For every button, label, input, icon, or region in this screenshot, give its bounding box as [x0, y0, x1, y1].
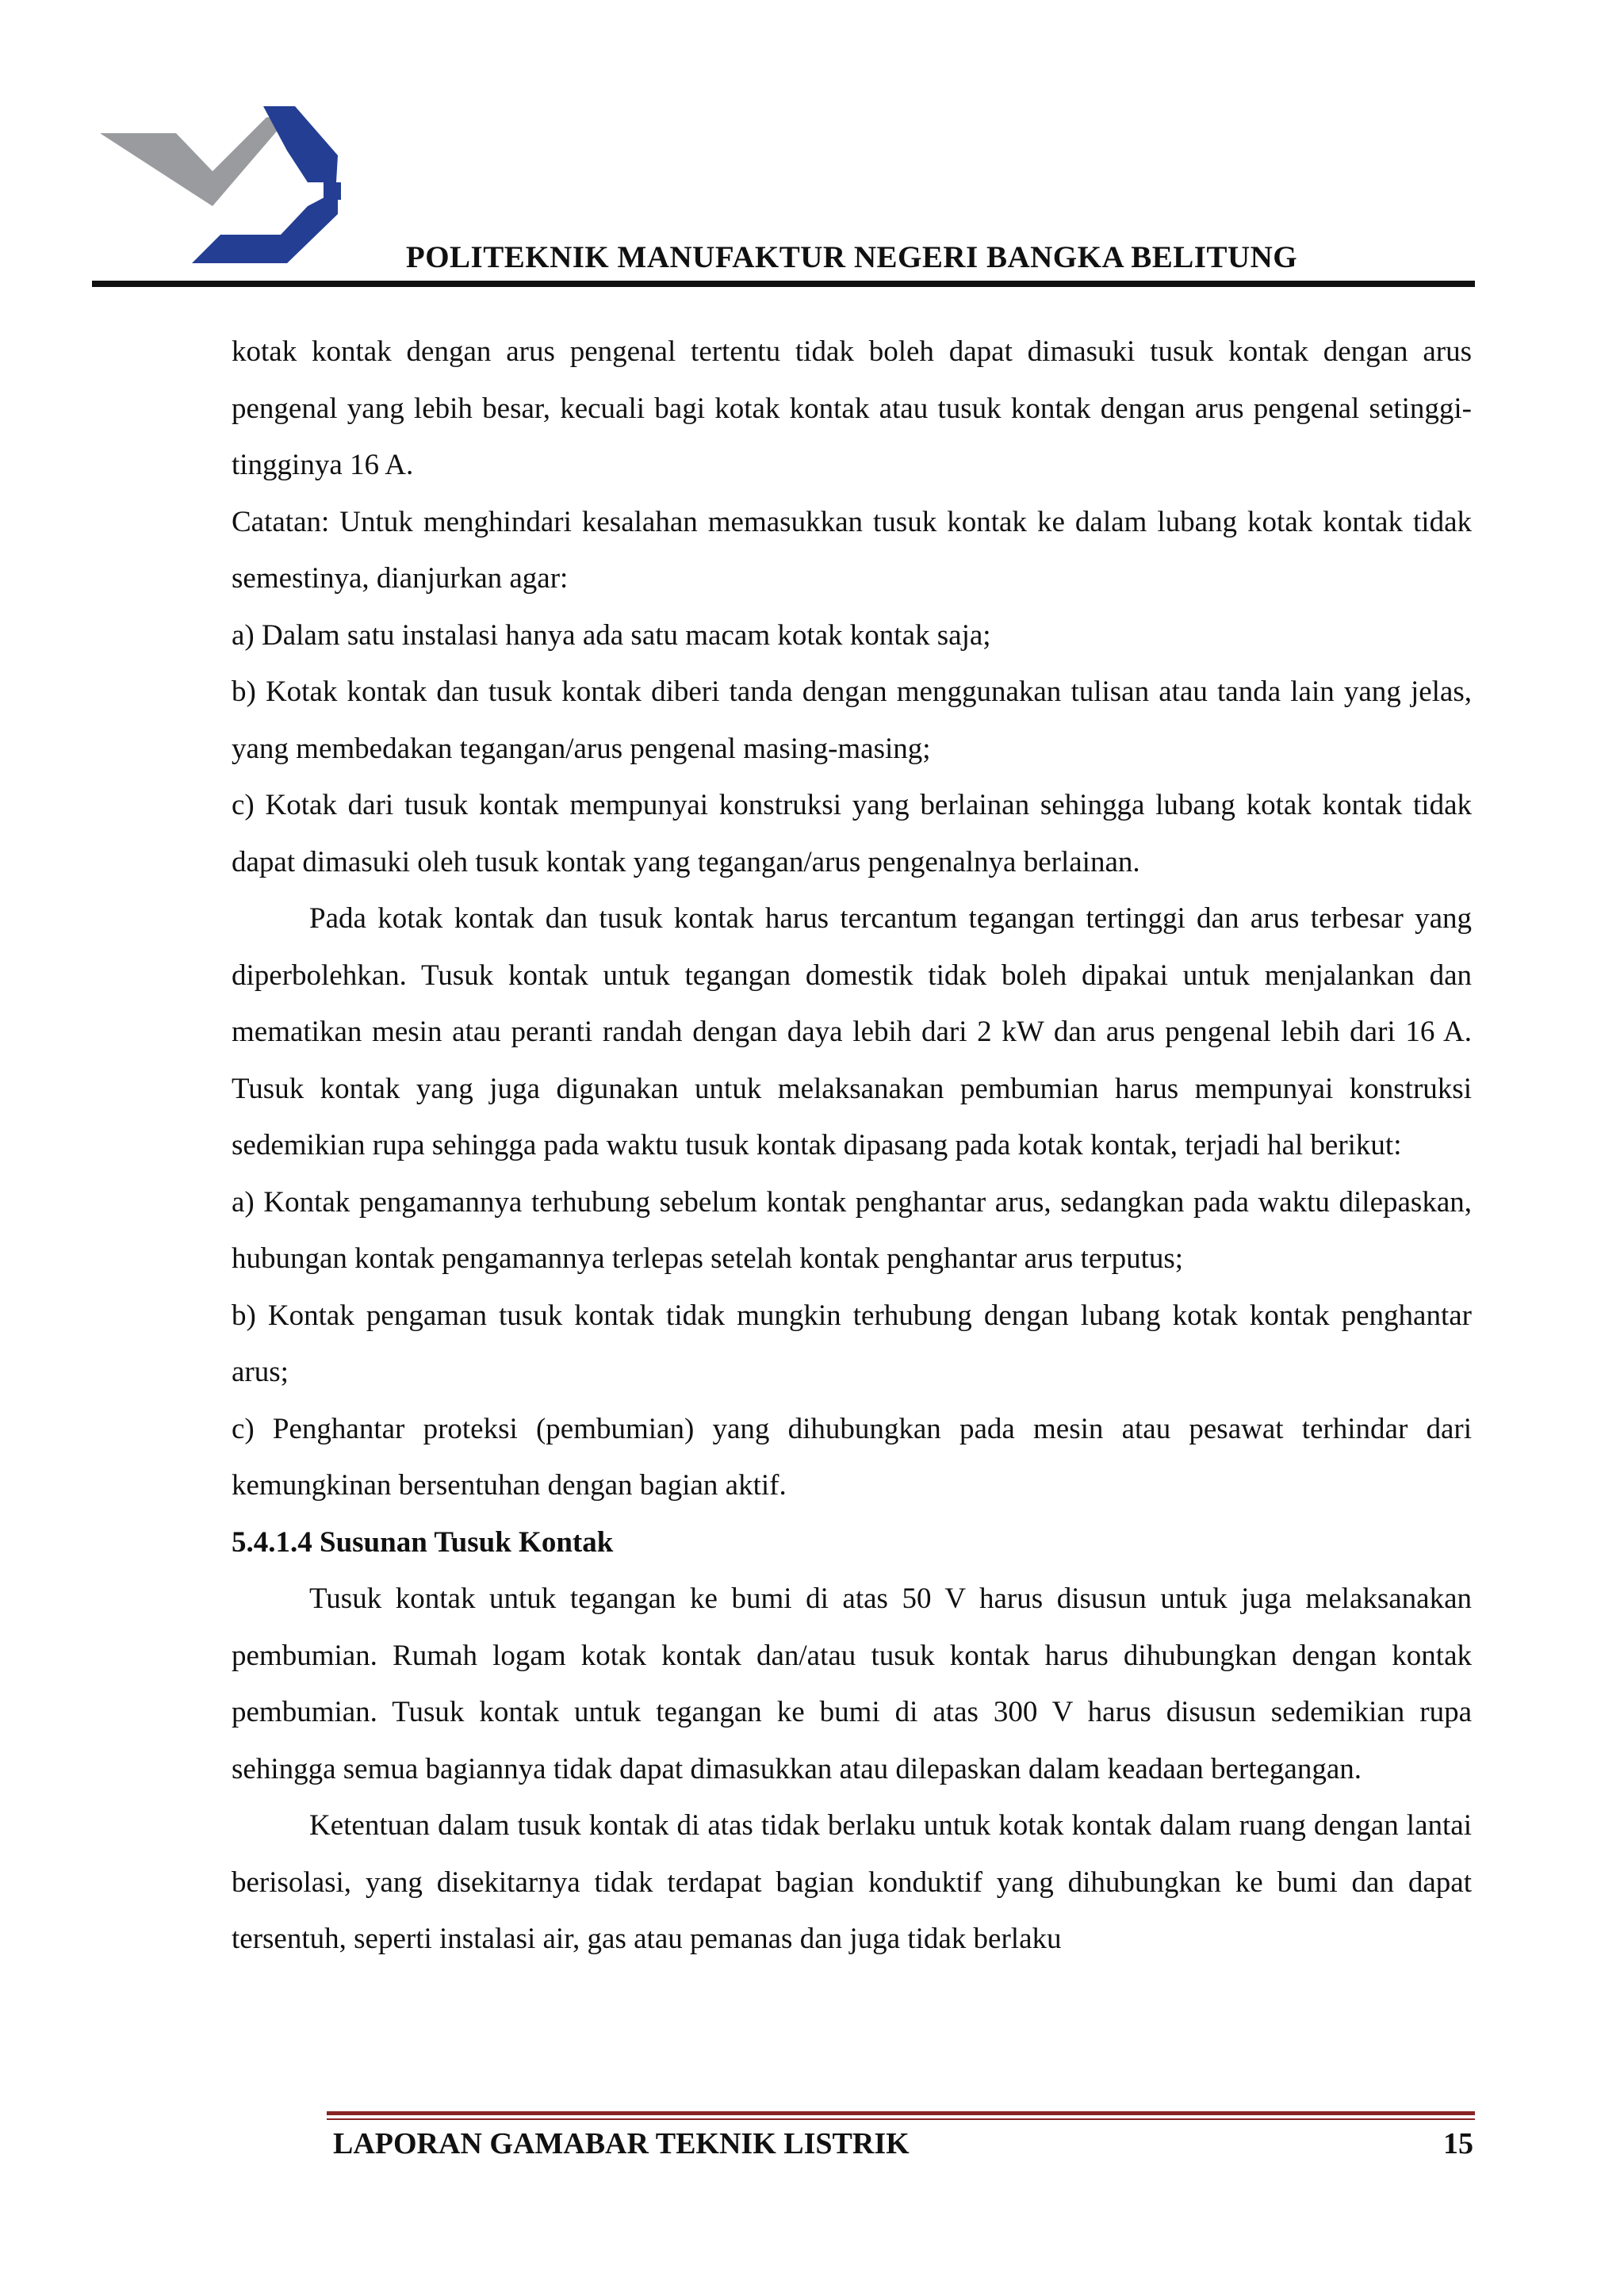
header-institution-title: POLITEKNIK MANUFAKTUR NEGERI BANGKA BELITUNG	[405, 240, 1298, 274]
page-number: 15	[1443, 2127, 1473, 2160]
paragraph-3: Tusuk kontak untuk tegangan ke bumi di atas 50 V harus disusun untuk juga melaksanakan pembumian. Rumah logam kotak kontak dan/atau tusuk kontak harus dihubungkan dengan kontak pembumian. Tusuk kontak untuk tegangan ke bumi di atas 300 V harus disusun sedemikian rupa sehingga semua bagiannya tidak dapat dimasukkan atau dilepaskan dalam keadaan bertegangan.	[232, 1582, 1472, 1785]
list-item-a-2: a) Kontak pengamannya terhubung sebelum kontak penghantar arus, sedangkan pada waktu dilepaskan, hubungan kontak pengamannya terlepas setelah kontak penghantar arus terputus;	[232, 1185, 1472, 1275]
list-item-c: c) Kotak dari tusuk kontak mempunyai konstruksi yang berlainan sehingga lubang kotak kontak tidak dapat dimasuki oleh tusuk kontak yang tegangan/arus pengenalnya berlainan.	[232, 789, 1472, 878]
list-item-c-2: c) Penghantar proteksi (pembumian) yang dihubungkan pada mesin atau pesawat terhindar dari kemungkinan bersentuhan dengan bagian aktif.	[232, 1412, 1472, 1502]
footer-divider-thin	[327, 2118, 1475, 2120]
logo-blue-top	[263, 106, 338, 182]
paragraph-2: Pada kotak kontak dan tusuk kontak harus tercantum tegangan tertinggi dan arus terbesar yang diperbolehkan. Tusuk kontak untuk tegangan domestik tidak boleh dipakai untuk menjalankan dan mematikan mesin atau peranti randah dengan daya lebih dari 2 kW dan arus pengenal lebih dari 16 A. Tusuk kontak yang juga digunakan untuk melaksanakan pembumian harus mempunyai konstruksi sedemikian rupa sehingga pada waktu tusuk kontak dipasang pada kotak kontak, terjadi hal berikut:	[232, 902, 1472, 1161]
polman-babel-logo-icon	[100, 95, 347, 271]
paragraph-note: Catatan: Untuk menghindari kesalahan memasukkan tusuk kontak ke dalam lubang kotak kontak tidak semestinya, dianjurkan agar:	[232, 505, 1472, 595]
footer-title: LAPORAN GAMABAR TEKNIK LISTRIK	[333, 2127, 910, 2160]
footer-divider-thick	[327, 2111, 1475, 2115]
list-item-b: b) Kotak kontak dan tusuk kontak diberi tanda dengan menggunakan tulisan atau tanda lain yang jelas, yang membedakan tegangan/arus pengenal masing-masing;	[232, 675, 1472, 765]
list-item-b-2: b) Kontak pengaman tusuk kontak tidak mungkin terhubung dengan lubang kotak kontak penghantar arus;	[232, 1299, 1472, 1388]
paragraph-4: Ketentuan dalam tusuk kontak di atas tidak berlaku untuk kotak kontak dalam ruang dengan lantai berisolasi, yang disekitarnya tidak terdapat bagian konduktif yang dihubungkan ke bumi dan dapat tersentuh, seperti instalasi air, gas atau pemanas dan juga tidak berlaku	[232, 1809, 1472, 1955]
logo-blue-right	[324, 182, 341, 200]
logo-gray-chevron	[100, 117, 289, 206]
list-item-a: a) Dalam satu instalasi hanya ada satu macam kotak kontak saja;	[232, 618, 991, 652]
header-divider	[92, 281, 1475, 287]
paragraph-1: kotak kontak dengan arus pengenal tertentu tidak boleh dapat dimasuki tusuk kontak dengan arus pengenal yang lebih besar, kecuali bagi kotak kontak atau tusuk kontak dengan arus pengenal setinggi-tingginya 16 A.	[232, 335, 1472, 481]
document-body	[232, 323, 1472, 1968]
section-heading: 5.4.1.4 Susunan Tusuk Kontak	[232, 1525, 614, 1559]
